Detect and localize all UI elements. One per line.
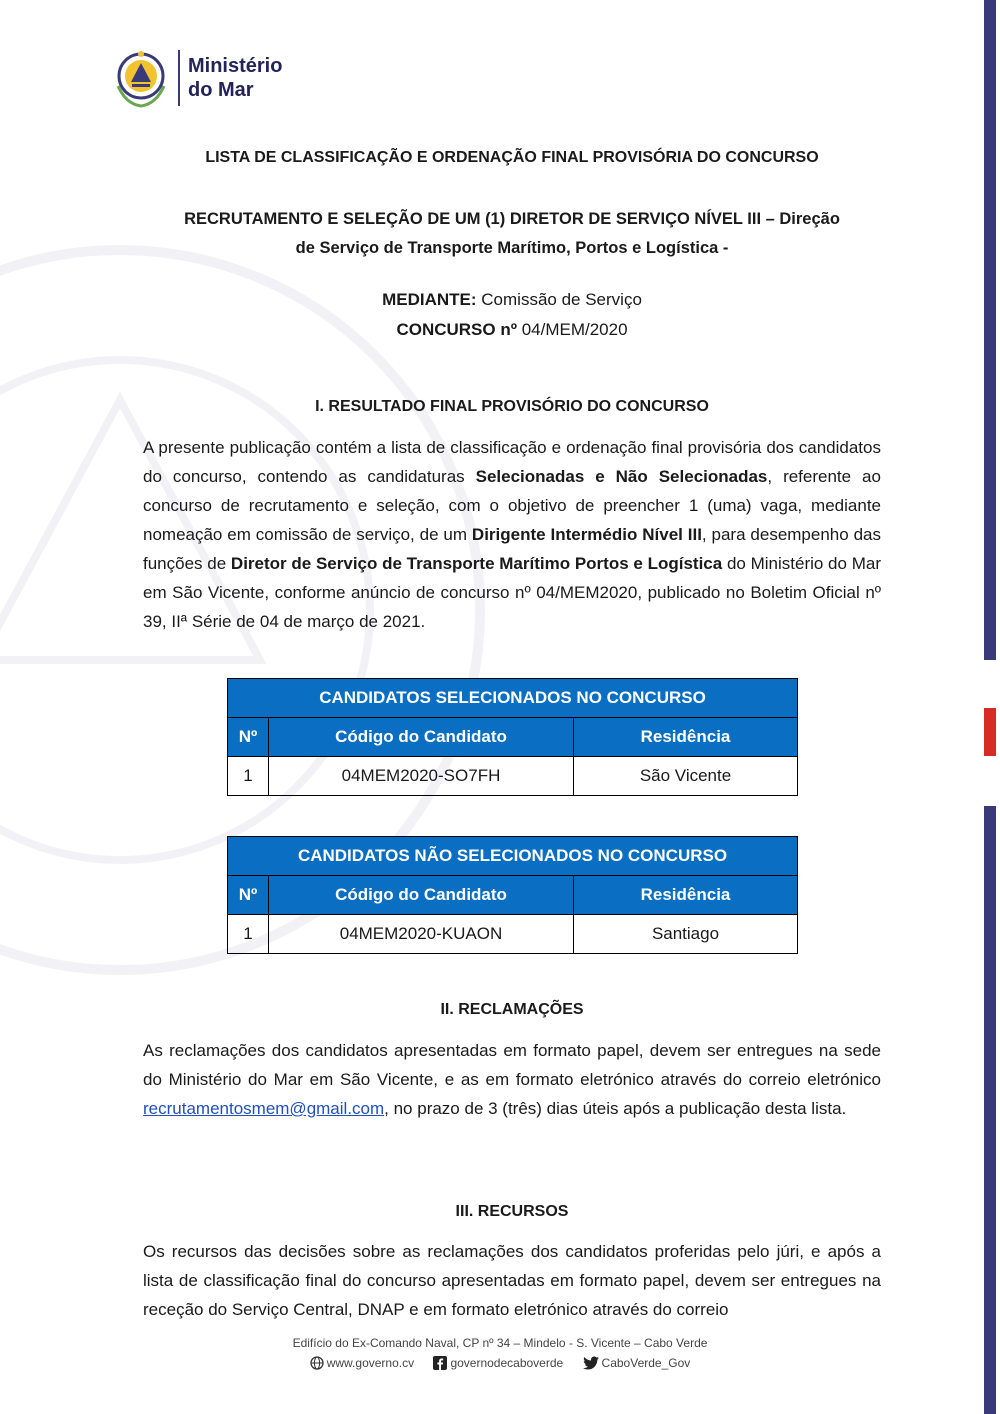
col-header-num: Nº — [228, 876, 269, 915]
table-row — [228, 757, 798, 796]
section-3-paragraph: Os recursos das decisões sobre as reclamações dos candidatos proferidas pelo júri, e após a lista de classificação final do concurso apresentadas em formato papel, devem ser entregues na receção do Serviço Central, DNAP e em formato eletrónico através do correio — [143, 1242, 881, 1319]
footer-address: Edifício do Ex-Comando Naval, CP nº 34 – Mindelo - S. Vicente – Cabo Verde — [292, 1336, 708, 1350]
subtitle-line1: RECRUTAMENTO E SELEÇÃO DE UM (1) DIRETOR DE SERVIÇO NÍVEL III – Direção — [184, 210, 840, 228]
section-1-heading: I. RESULTADO FINAL PROVISÓRIO DO CONCURSO — [315, 398, 709, 415]
document-title: LISTA DE CLASSIFICAÇÃO E ORDENAÇÃO FINAL PROVISÓRIA DO CONCURSO — [205, 149, 819, 166]
concurso-line — [143, 320, 881, 340]
cell-code: 04MEM2020-KUAON — [269, 915, 574, 954]
col-header-residence: Residência — [574, 876, 798, 915]
s1-bold-2: Dirigente Intermédio Nível III — [471, 525, 702, 544]
side-bar-navy-top — [984, 0, 996, 660]
facebook-icon — [433, 1356, 447, 1370]
footer-website: www.governo.cv — [326, 1356, 415, 1370]
table-row — [228, 915, 798, 954]
section-1-paragraph — [143, 433, 881, 636]
concurso-value: 04/MEM/2020 — [521, 320, 628, 339]
ministry-logo — [110, 44, 350, 114]
s1-text-2: , referente ao concurso de recrutamento e seleção, com o objetivo de preencher 1 (uma) vaga, mediante nomeação em comissão de serviço, de um — [143, 467, 881, 544]
not-selected-candidates-table — [227, 836, 798, 954]
mediante-label: MEDIANTE: — [382, 290, 477, 309]
cell-num: 1 — [228, 757, 269, 796]
logo-line2: do Mar — [188, 79, 254, 101]
not-selected-table-title: CANDIDATOS NÃO SELECIONADOS NO CONCURSO — [228, 837, 798, 876]
cell-residence: Santiago — [574, 915, 798, 954]
selected-candidates-table — [227, 678, 798, 796]
s1-text-1: A presente publicação contém a lista de classificação e ordenação final provisória dos candidatos do concurso, contendo as candidaturas — [143, 438, 881, 486]
s1-text-4: do Ministério do Mar em São Vicente, conforme anúncio de concurso nº 04/MEM2020, publicado no Boletim Oficial nº 39, IIª Série de 04 de março de 2021. — [143, 554, 881, 631]
s1-bold-3: Diretor de Serviço de Transporte Marítimo Portos e Logística — [230, 554, 723, 573]
footer-facebook-item[interactable] — [433, 1356, 566, 1370]
side-bar-red — [984, 708, 996, 756]
s1-text-3: , para desempenho das funções de — [143, 525, 881, 573]
footer-links — [0, 1356, 1000, 1370]
cell-code: 04MEM2020-SO7FH — [269, 757, 574, 796]
side-bar-navy-bottom — [984, 806, 996, 1414]
section-2-heading: II. RECLAMAÇÕES — [440, 1001, 584, 1018]
document-subtitle — [143, 205, 881, 263]
col-header-code: Código do Candidato — [269, 718, 574, 757]
concurso-label: CONCURSO nº — [396, 320, 517, 339]
s2-text-2: , no prazo de 3 (três) dias úteis após a publicação desta lista. — [384, 1099, 847, 1118]
col-header-num: Nº — [228, 718, 269, 757]
section-2-paragraph — [143, 1036, 881, 1123]
cell-num: 1 — [228, 915, 269, 954]
s1-bold-1: Selecionadas e Não Selecionadas — [475, 467, 768, 486]
logo-divider — [178, 50, 180, 106]
footer-twitter-item[interactable] — [583, 1356, 691, 1370]
col-header-residence: Residência — [574, 718, 798, 757]
section-3-heading: III. RECURSOS — [455, 1203, 569, 1220]
globe-icon — [310, 1356, 324, 1370]
s2-text-1: As reclamações dos candidatos apresentadas em formato papel, devem ser entregues na sede do Ministério do Mar em São Vicente, e as em formato eletrónico através do correio eletrónico — [143, 1041, 881, 1089]
coat-of-arms-icon — [110, 46, 172, 110]
logo-line1: Ministério — [188, 55, 283, 77]
footer-facebook: governodecaboverde — [450, 1356, 564, 1370]
footer-twitter: CaboVerde_Gov — [601, 1356, 691, 1370]
cell-residence: São Vicente — [574, 757, 798, 796]
logo-text — [188, 54, 282, 102]
mediante-line — [143, 290, 881, 310]
twitter-bird-icon — [583, 1356, 599, 1370]
email-link[interactable]: recrutamentosmem@gmail.com — [143, 1099, 385, 1118]
footer-website-item[interactable] — [310, 1356, 418, 1370]
subtitle-line2: de Serviço de Transporte Marítimo, Portos e Logística - — [295, 239, 729, 257]
mediante-value: Comissão de Serviço — [481, 290, 642, 309]
col-header-code: Código do Candidato — [269, 876, 574, 915]
selected-table-title: CANDIDATOS SELECIONADOS NO CONCURSO — [228, 679, 798, 718]
